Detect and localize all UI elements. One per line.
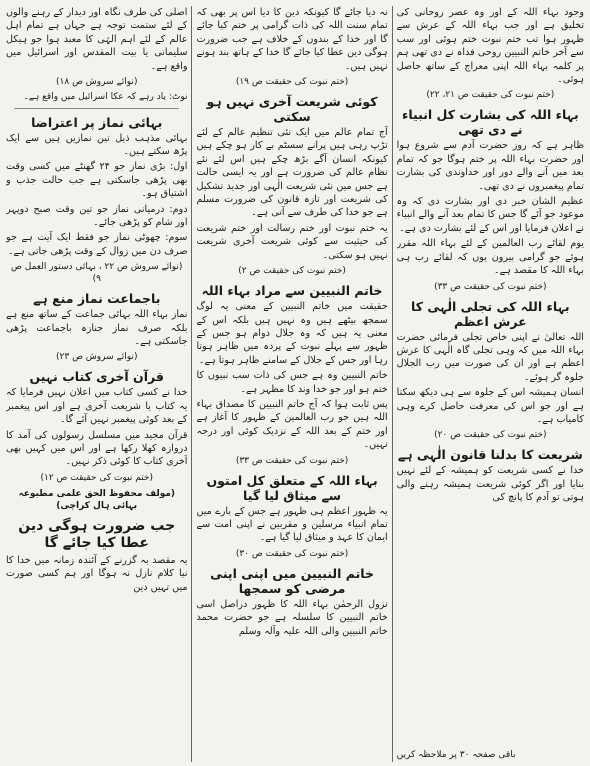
right-column: [6, 6, 187, 762]
section-heading: بہاء اللہ کی تجلی الٰہی کا عرش اعظم: [411, 298, 570, 329]
reference: (ختم نبوت کی حقیقت ص ۲): [238, 266, 346, 277]
section-heading: باجماعت نماز منع ہے: [33, 291, 161, 307]
list-item: سوم: چھوٹی نماز جو فقط ایک آیت ہے جو صرف دن میں زوال کے وقت پڑھی جاتی ہے۔: [6, 232, 188, 257]
paragraph: یوم لقائے رب العالمین کے لئے بہاء اللہ مقرر ہوئے جو گرامی بیرون یوں کہ لقائے رب ہی بہاء اللہ کا مقصد ہے۔: [396, 238, 584, 277]
reference: (ختم نبوت کی حقیقت ص ۳۳): [434, 281, 547, 292]
reference: (نوائے سروش ص ۲۳): [56, 352, 138, 363]
list-item: دوم: درمیانی نماز جو تین وقت صبح دوپہر اور شام کو پڑھی جائے۔: [6, 203, 188, 228]
paragraph: نہ دیا جائے گا کیونکہ دین کا دیا اس پر بھی کہ تمام سنت اللہ کی ذات گرامی پر ختم کیا جائے گا اور خدا کے بندوں کے خلاف ہے جب ضرورت ہوگی دین عطا کیا جائے گا خدا کے ہاتھ بند ہونے نہیں ہیں۔: [196, 7, 388, 72]
paragraph: پس ثابت ہوا کہ آج خاتم النبیین کا مصداق بہاء اللہ ہیں جو رب العالمین کے ظہور کا آغاز ہے اور ختم کے بعد اللہ کے نزدیک کوئی اور درجہ نہیں۔: [196, 398, 388, 451]
paragraph: خاتم النبیین وہ ہے جس کی ذات سب نبیوں کا ختم ہو اور جو خدا وند کا مظہر ہے۔: [196, 370, 388, 395]
section-heading: بہاء اللہ کے متعلق کل امتوں سے میثاق لیا گیا: [206, 472, 378, 503]
section-heading: بہاء اللہ کی بشارت کل انبیاء نے دی تھی: [401, 107, 579, 138]
paragraph: انسان ہمیشہ اس کے جلوہ سے ہی دیکھ سکتا ہے اور جو اس کی معرفت حاصل کرے وہی کامیاب ہے۔: [396, 387, 584, 425]
section-heading: شریعت کا بدلنا قانون الٰہی ہے: [397, 447, 583, 463]
paragraph: اللہ تعالیٰ نے اپنی خاص تجلی فرمائی حضرت بہاء اللہ میں کہ وہی تجلی گاہ الٰہی کا عرش اعظم ہے اور ان کی صورت میں رب الجلال جلوہ گر ہوئے۔: [396, 331, 584, 383]
paragraph: نزول الرحمٰن بہاء اللہ کا ظہور دراصل اسی خاتم النبیین کا سلسلہ ہے جو حضرت محمد خاتم النبیین والی اللہ علیہ وآلہ وسلم: [196, 598, 388, 637]
middle-column: [196, 6, 387, 762]
section-heading: کوئی شریعت آخری نہیں ہو سکتی: [206, 94, 378, 125]
reference: (نوائے سروش ص ۲۲ ، بہائی دستور العمل ص ۹): [11, 262, 183, 285]
paragraph: آج تمام عالم میں ایک نئی تنظیم عالم کے لئے تڑپ رہی ہیں پرانے سسٹم بے کار ہو چکے ہیں کیونکہ انسان آگے بڑھ چکے ہیں اس لئے نئے نظام عالم کی ضرورت ہے اور یہ ایسی حالت ہے جس میں نئی شریعت الٰہی اور جدید تشکیل کی شریعت اور تازہ قانون کی ضرورت مسلم ہے جو خدا کی طرف سے آتی ہے۔: [196, 127, 388, 219]
note: نوٹ: یاد رہے کہ عکا اسرائیل میں واقع ہے۔: [23, 92, 188, 103]
paragraph: حقیقت میں خاتم النبیین کے معنی یہ لوگ سمجھ بیٹھے ہیں وہ نہیں ہیں بلکہ اس کے معنی یہ ہیں کہ وہ جلال دوام ہو جس کے ظہور سے پہلے نبوت کے پردہ میں ظاہر ہوتا رہا اور جس کے جلال کے سامنے ظاہر ہوتا ہے۔: [196, 301, 388, 366]
section-heading: بہائی نماز پر اعتراضا: [31, 114, 163, 130]
reference: (ختم نبوت کی حقیقت ص ۳۳): [235, 455, 349, 466]
continuation-note: باقی صفحہ ۳۰ پر ملاحظہ کریں: [396, 749, 516, 760]
paragraph: اصلی کی طرف نگاہ اور دیدار کے رہنے والوں کے لئے ستمت توجہ ہے جہاں ہے تمام اہل عالم کے لئے اہم الہٰی کا معبد ہوا جو ہیکل سلیمانی یا بیت المقدس اور اسرائیل میں واقع ہے۔: [6, 7, 188, 72]
section-heading: جب ضرورت ہوگی دین عطا کیا جائے گا: [18, 517, 176, 551]
author-credit: (مولف محفوظ الحق علمی مطبوعہ بہائی ہال کراچی): [18, 488, 176, 511]
paragraph: خدا نے کسی کتاب میں اعلان نہیں فرمایا کہ یہ کتاب یا شریعت آخری ہے اور اس پیغمبر کے بعد کوئی پیغمبر نہیں آئے گا۔: [6, 387, 188, 426]
list-item: اول: بڑی نماز جو ۲۴ گھنٹے میں کسی وقت بھی پڑھی جاسکتی ہے جب حالت جذب و اشتیاق ہو۔: [6, 161, 188, 200]
section-heading: قرآن آخری کتاب نہیں: [29, 369, 164, 385]
column-rule: [392, 6, 393, 762]
left-column: [397, 6, 584, 762]
paragraph: وجود بہاء اللہ کے اور وہ عصر روحانی کی تخلیق ہے اور جب بہاء اللہ کے عرش سے ظہور ہوا تب ختم نبوت ختم ہوئی اور سب سے آخر خاتم النبیین روحی فداہ نے دی تھی ہم پر کلمہ بہاء اللہ اپنی معراج کے ساتھ حاصل ہوئی۔: [396, 7, 584, 86]
paragraph: بہائی مذہب ذیل تین نمازیں ہیں سے ایک پڑھ سکتے ہیں۔: [6, 132, 188, 157]
section-heading: خاتم النبیین میں اپنی اپنی مرضی کو سمجھا: [210, 565, 374, 596]
paragraph: ظاہر ہے کہ روز حضرت آدم سے شروع ہوا اور حضرت بہاء اللہ پر ختم ہوگا جو کہ تمام بعد میں آنے والے دور اور خداوندی کی بشارت تمام پیغمبروں نے دی تھی۔: [396, 140, 584, 192]
paragraph: خدا نے کسی شریعت کو ہمیشہ کے لئے نہیں بنایا اور اگر کوئی شریعت ہمیشہ رہنے والی ہوتی تو آدم کا پانچ کی: [396, 465, 584, 504]
reference: (نوائے سروش ص ۱۸): [56, 77, 138, 88]
paragraph: نماز بہاء اللہ بہائی جماعت کے ساتھ منع ہے بلکہ صرف نماز جنازہ باجماعت پڑھی جاسکتی ہے۔: [6, 309, 188, 347]
paragraph: یہ مقصد بہ گزرنے کے آئندہ زمانہ میں خدا کا نیا کلام نازل نہ ہوگا اور ہم کسی صورت میں تہیں دین: [6, 554, 188, 593]
reference: (ختم نبوت کی حقیقت ص ۱۲): [40, 472, 153, 483]
divider: [14, 108, 179, 109]
reference: (ختم نبوت کی حقیقت ص ۲۰): [434, 430, 547, 441]
reference: (ختم نبوت کی حقیقت ص ۲۱، ۲۲): [426, 90, 555, 101]
column-rule: [191, 6, 192, 762]
section-heading: خاتم النبیین سے مراد بہاء اللہ: [201, 283, 383, 299]
paragraph: قرآن مجید میں مسلسل رسولوں کی آمد کا دروازہ کھلا رکھا ہے اور اس میں کہیں بھی آخری کتاب کا کوئی ذکر نہیں۔: [6, 429, 188, 468]
paragraph: یہ ختم نبوت اور ختم رسالت اور ختم شریعت کی حیثیت سے کوئی شریعت آخری شریعت نہیں ہو سکتی۔: [196, 222, 388, 261]
paragraph: عظیم الشان خبر دی اور بشارت دی کہ وہ موعود جو آئے گا جس کا تمام بعد آنے والے انبیاء نے اعلان فرمایا اور اس کے لئے بشارت دی ہے۔: [396, 196, 584, 234]
paragraph: یہ ظہور اعظم ہی ظہور ہے جس کے بارے میں تمام انبیاء مرسلین و مقربین نے اپنی امت سے ایمان کا عہد و میثاق لیا گیا ہے۔: [196, 505, 388, 544]
reference: (ختم نبوت کی حقیقت ص ۳۰): [235, 548, 349, 559]
reference: (ختم نبوت کی حقیقت ص ۱۹): [235, 77, 349, 88]
